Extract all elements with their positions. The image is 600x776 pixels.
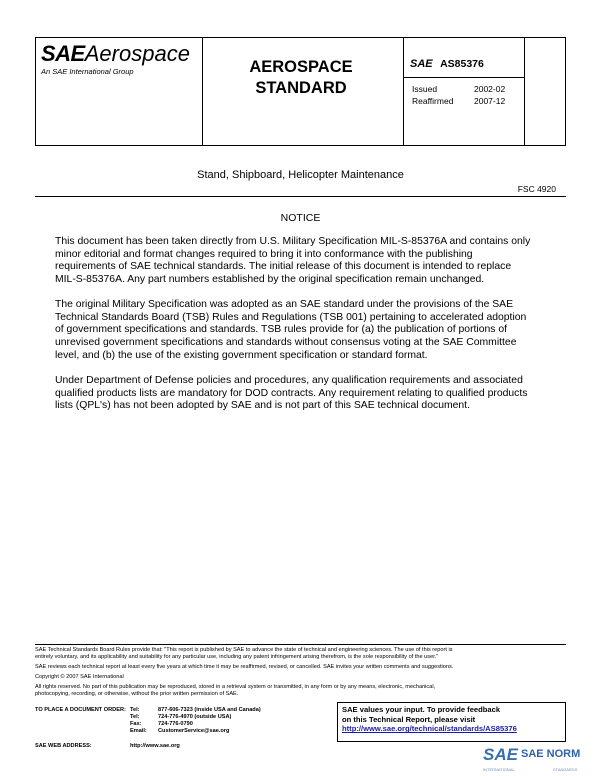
notice-line: This document has been taken directly from U.S. Military Specification MIL-S-85376A and contains only <box>55 236 531 247</box>
feedback-line-1: SAE values your input. To provide feedback <box>342 705 501 714</box>
feedback-link[interactable]: http://www.sae.org/technical/standards/AS85376 <box>342 724 517 734</box>
notice-line: of government specifications and standards. TSB rules provide for (a) the publication of portions of <box>55 324 508 336</box>
standard-title-line2: STANDARD <box>255 79 347 97</box>
footer-legal <box>35 647 566 698</box>
logo-tagline: An SAE International Group <box>41 67 134 76</box>
contact-list <box>130 707 310 735</box>
document-title: Stand, Shipboard, Helicopter Maintenance <box>197 169 404 181</box>
phone-intl-link[interactable]: 724-776-4970 (outside USA) <box>158 714 232 720</box>
title-rule <box>35 196 566 197</box>
issued-label: Issued <box>412 84 438 94</box>
notice-paragraph-1 <box>55 236 555 287</box>
notice-line: The original Military Specification was adopted as an SAE standard under the provisions of the SAE <box>55 299 514 310</box>
notice-heading: NOTICE <box>280 212 321 224</box>
fax-value: 724-776-0790 <box>158 721 193 727</box>
watermark-sub-right: STANDARDS <box>553 767 578 772</box>
standard-title <box>226 57 376 99</box>
notice-line: qualified products lists are mandatory for DOD contracts. Any requirement relating to qualified products <box>55 387 528 399</box>
rights-line-2: photocopying, recording, or otherwise, without the prior written permission of SAE. <box>35 691 239 697</box>
feedback-box <box>337 702 566 742</box>
logo-brand: SAE <box>41 41 85 66</box>
header-divider-2 <box>403 38 404 145</box>
reaffirmed-value: 2007-12 <box>474 96 506 106</box>
feedback-line-2: on this Technical Report, please visit <box>342 714 476 724</box>
header-divider-3 <box>524 38 525 145</box>
contact-row: Tel: 877-606-7323 (inside USA and Canada) <box>130 707 261 713</box>
contact-row: Tel: 724-776-4970 (outside USA) <box>130 714 232 720</box>
footer-rule <box>35 644 566 645</box>
doc-number-cell <box>410 54 484 72</box>
order-label: TO PLACE A DOCUMENT ORDER: <box>35 707 126 713</box>
rights-line-1: All rights reserved. No part of this publication may be reproduced, stored in a retrieval system or transmitted, in any form or by any means, electronic, mechanical, <box>35 684 436 690</box>
doc-number: AS85376 <box>440 58 484 70</box>
contact-row: Email: CustomerService@sae.org <box>130 728 230 734</box>
notice-paragraph-3 <box>55 375 555 413</box>
header-divider-4 <box>403 77 524 78</box>
header-box <box>35 37 566 146</box>
issued-value: 2002-02 <box>474 84 506 94</box>
notice-line: unrevised government specifications and standards without consensus voting at the SAE Committee <box>55 337 517 349</box>
notice-line: minor editorial and format changes required to bring it into conformance with the publishing <box>55 248 473 260</box>
notice-paragraph-2 <box>55 299 555 363</box>
watermark-brand: SAE <box>483 745 518 764</box>
watermark-sub-left: INTERNATIONAL <box>483 767 515 772</box>
contact-row: Fax: 724-776-0790 <box>130 721 193 727</box>
notice-line: level, and (b) the use of the existing government specification or standard format. <box>55 349 428 361</box>
phone-us-link[interactable]: 877-606-7323 (inside USA and Canada) <box>158 707 261 713</box>
notice-line: Under Department of Defense policies and procedures, any qualification requirements and associated <box>55 375 523 386</box>
copyright-line: Copyright © 2007 SAE International <box>35 674 124 680</box>
web-address-link[interactable]: http://www.sae.org <box>130 743 180 749</box>
tsb-line-2: entirely voluntary, and its applicability and suitability for any particular use, including any patent infringement arising therefrom, is the sole responsibility of the user." <box>35 654 439 660</box>
watermark-text: SAE NORM <box>521 748 581 760</box>
reaffirmed-label: Reaffirmed <box>412 96 454 106</box>
review-line: SAE reviews each technical report at least every five years at which time it may be reaffirmed, revised, or cancelled. SAE invites your written comments and suggestions. <box>35 664 454 670</box>
notice-line: requirements of SAE technical standards. The initial release of this document is intended to replace <box>55 261 512 273</box>
tsb-line-1: SAE Technical Standards Board Rules provide that: "This report is published by SAE to advance the state of technical and engineering sciences. The use of this report is <box>35 647 453 653</box>
sae-norm-watermark <box>483 745 598 775</box>
email-link[interactable]: CustomerService@sae.org <box>158 728 230 734</box>
standard-title-line1: AEROSPACE <box>249 58 353 76</box>
header-divider-1 <box>202 38 203 145</box>
notice-line: Technical Standards Board (TSB) Rules and Regulations (TSB 001) pertaining to accelerated adoption <box>55 311 527 323</box>
notice-line: MIL-S-85376A. Any part numbers established by the original specification remain unchanged. <box>55 274 485 286</box>
sae-aerospace-logo <box>41 41 190 67</box>
web-label: SAE WEB ADDRESS: <box>35 743 92 749</box>
logo-product: Aerospace <box>84 41 190 66</box>
fsc-code: FSC 4920 <box>517 184 556 194</box>
notice-line: lists (QPL's) has not been adopted by SAE and is not part of this SAE technical document. <box>55 400 470 412</box>
doc-brand: SAE <box>410 58 433 70</box>
